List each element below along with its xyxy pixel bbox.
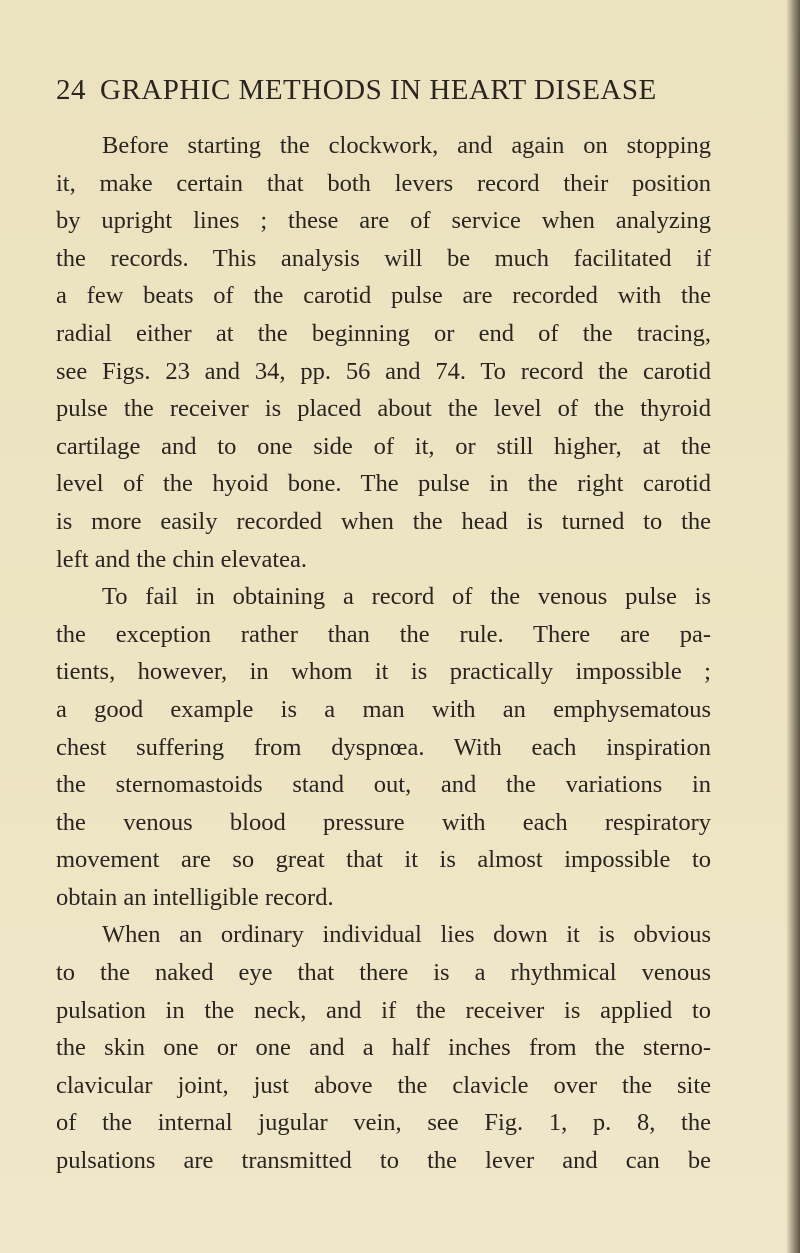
text-line: is more easily recorded when the head is turned to the: [56, 507, 711, 535]
text-line: by upright lines ; these are of service when analyzing: [56, 207, 711, 235]
text-line: To fail in obtaining a record of the venous pulse is: [102, 583, 711, 611]
text-line: Before starting the clockwork, and again on stopping: [102, 132, 711, 159]
text-line: the records. This analysis will be much facilitated if: [56, 244, 711, 272]
text-line: tients, however, in whom it is practically impossible ;: [56, 658, 711, 686]
running-head: [56, 74, 736, 107]
text-line: the exception rather than the rule. There are pa-: [56, 620, 711, 648]
text-line: pulse the receiver is placed about the level of the thyroid: [56, 395, 711, 423]
text-line: the skin one or one and a half inches from the sterno-: [56, 1034, 711, 1062]
page-number: 24: [56, 74, 86, 106]
text-line: obtain an intelligible record.: [56, 883, 334, 911]
text-line: clavicular joint, just above the clavicle over the site: [56, 1071, 711, 1099]
text-line: When an ordinary individual lies down it is obvious: [102, 921, 711, 949]
text-line: the venous blood pressure with each respiratory: [56, 808, 711, 836]
text-line: radial either at the beginning or end of the tracing,: [56, 319, 711, 347]
text-line: the sternomastoids stand out, and the variations in: [56, 771, 711, 799]
running-title: GRAPHIC METHODS IN HEART DISEASE: [100, 74, 657, 106]
text-line: a good example is a man with an emphysematous: [56, 695, 711, 723]
text-line: pulsations are transmitted to the lever and can be: [56, 1147, 711, 1175]
text-line: pulsation in the neck, and if the receiver is applied to: [56, 996, 711, 1024]
page-edge-shadow: [786, 0, 800, 1253]
text-line: of the internal jugular vein, see Fig. 1, p. 8, the: [56, 1109, 711, 1137]
text-line: see Figs. 23 and 34, pp. 56 and 74. To record the carotid: [56, 357, 711, 385]
text-line: to the naked eye that there is a rhythmical venous: [56, 959, 711, 987]
text-line: movement are so great that it is almost impossible to: [56, 846, 711, 874]
text-line: level of the hyoid bone. The pulse in the right carotid: [56, 470, 711, 498]
body-text: [56, 127, 711, 1180]
text-line: cartilage and to one side of it, or still higher, at the: [56, 432, 711, 460]
text-line: left and the chin elevatea.: [56, 545, 307, 573]
text-line: chest suffering from dyspnœa. With each inspiration: [56, 733, 711, 761]
text-line: it, make certain that both levers record their position: [56, 169, 711, 197]
text-line: a few beats of the carotid pulse are recorded with the: [56, 282, 711, 310]
